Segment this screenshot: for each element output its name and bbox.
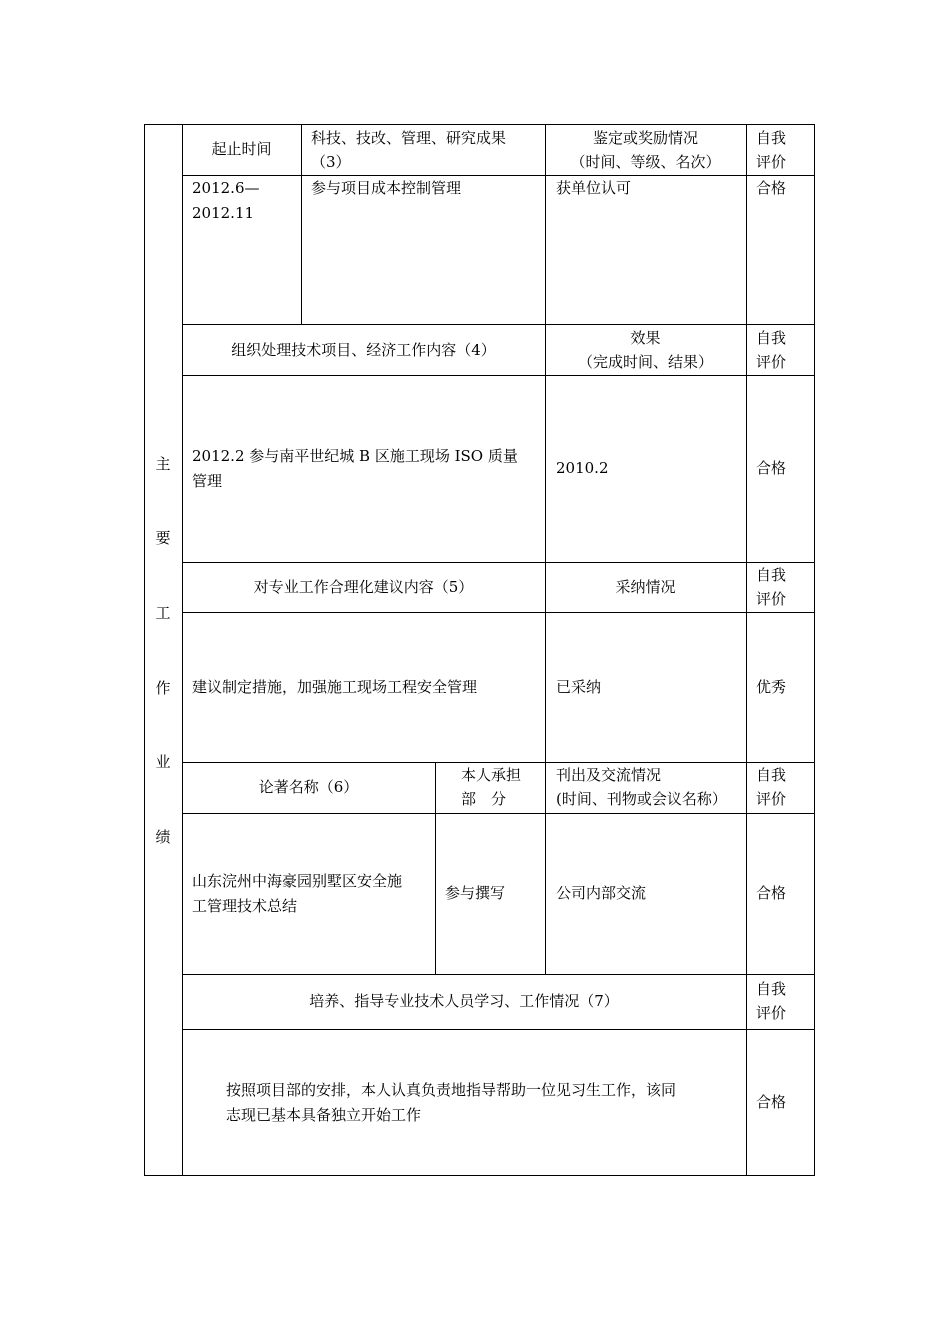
side-label-char: 绩: [155, 828, 171, 846]
s5-row-eval: 优秀: [756, 678, 787, 696]
s6-header-part-line1: 本人承担: [461, 766, 522, 784]
s5-header-adopt: 采纳情况: [615, 578, 676, 596]
s6-header-eval-line1: 自我: [756, 766, 787, 784]
s5-header-content: 对专业工作合理化建议内容（5）: [253, 578, 474, 596]
s3-row-award: 获单位认可: [556, 179, 632, 197]
s3-header-award-line2: （时间、等级、名次）: [570, 153, 721, 171]
divider-s7-top: [182, 974, 815, 975]
s3-row-result: 参与项目成本控制管理: [311, 179, 462, 197]
border-bottom: [144, 1175, 815, 1176]
s3-header-eval-line2: 评价: [756, 153, 787, 171]
side-label-char: 主: [155, 455, 171, 473]
s7-header-content: 培养、指导专业技术人员学习、工作情况（7）: [309, 992, 619, 1010]
border-right: [814, 124, 815, 1176]
middle-divider-a: [545, 124, 546, 975]
s6-part-divider: [435, 762, 436, 975]
s7-header-eval-line2: 评价: [756, 1004, 787, 1022]
s3-header-award-line1: 鉴定或奖励情况: [592, 129, 698, 147]
s7-row-content-line1: 按照项目部的安排，本人认真负责地指导帮助一位见习生工作，该同: [226, 1081, 677, 1099]
s3-header-result-line1: 科技、技改、管理、研究成果: [311, 129, 507, 147]
divider-s5-top: [182, 562, 815, 563]
divider-s3-header: [182, 175, 815, 176]
s6-row-part: 参与撰写: [445, 884, 506, 902]
s4-row-eval: 合格: [756, 459, 787, 477]
side-column-divider: [182, 124, 183, 1176]
s3-header-time: 起止时间: [211, 140, 272, 158]
s6-header-eval-line2: 评价: [756, 790, 787, 808]
s3-row-time-line1: 2012.6—: [192, 179, 260, 197]
s7-row-content-line2: 志现已基本具备独立开始工作: [226, 1106, 422, 1124]
s4-header-eval-line2: 评价: [756, 353, 787, 371]
s4-row-content-line1: 2012.2 参与南平世纪城 B 区施工现场 ISO 质量: [192, 447, 518, 465]
s5-row-adopt: 已采纳: [556, 678, 602, 696]
s3-row-time-line2: 2012.11: [192, 204, 255, 222]
s3-time-divider: [301, 124, 302, 325]
divider-s4-header: [182, 375, 815, 376]
s6-header-part-line2: 部 分: [461, 790, 507, 808]
side-label-char: 要: [155, 529, 171, 547]
s7-row-eval: 合格: [756, 1093, 787, 1111]
s6-row-eval: 合格: [756, 884, 787, 902]
border-left: [144, 124, 145, 1176]
s4-header-effect-line2: （完成时间、结果）: [577, 353, 713, 371]
s4-header-eval-line1: 自我: [756, 329, 787, 347]
s3-header-eval-line1: 自我: [756, 129, 787, 147]
s6-row-publish: 公司内部交流: [556, 884, 647, 902]
s3-header-result-line2: （3）: [311, 153, 351, 171]
side-label-char: 作: [155, 679, 171, 697]
side-label-char: 工: [155, 604, 171, 622]
side-label-char: 业: [155, 753, 171, 771]
s5-row-content: 建议制定措施，加强施工现场工程安全管理: [192, 678, 478, 696]
s6-header-publish-line1: 刊出及交流情况: [556, 766, 662, 784]
s6-row-title-line2: 工管理技术总结: [192, 897, 298, 915]
divider-s7-header: [182, 1029, 815, 1030]
eval-column-divider: [746, 124, 747, 1176]
s5-header-eval-line1: 自我: [756, 566, 787, 584]
s4-header-content: 组织处理技术项目、经济工作内容（4）: [231, 341, 496, 359]
s5-header-eval-line2: 评价: [756, 590, 787, 608]
s4-row-content-line2: 管理: [192, 472, 223, 490]
divider-s6-header: [182, 813, 815, 814]
s4-header-effect-line1: 效果: [630, 329, 661, 347]
divider-s5-header: [182, 612, 815, 613]
s7-header-eval-line1: 自我: [756, 980, 787, 998]
border-top: [144, 124, 815, 125]
s6-header-publish-line2: (时间、刊物或会议名称）: [556, 790, 727, 808]
s4-row-effect: 2010.2: [556, 459, 609, 477]
s6-header-title: 论著名称（6）: [258, 778, 359, 796]
divider-s4-top: [182, 324, 815, 325]
s3-row-eval: 合格: [756, 179, 787, 197]
s6-row-title-line1: 山东浣州中海豪园别墅区安全施: [192, 872, 403, 890]
